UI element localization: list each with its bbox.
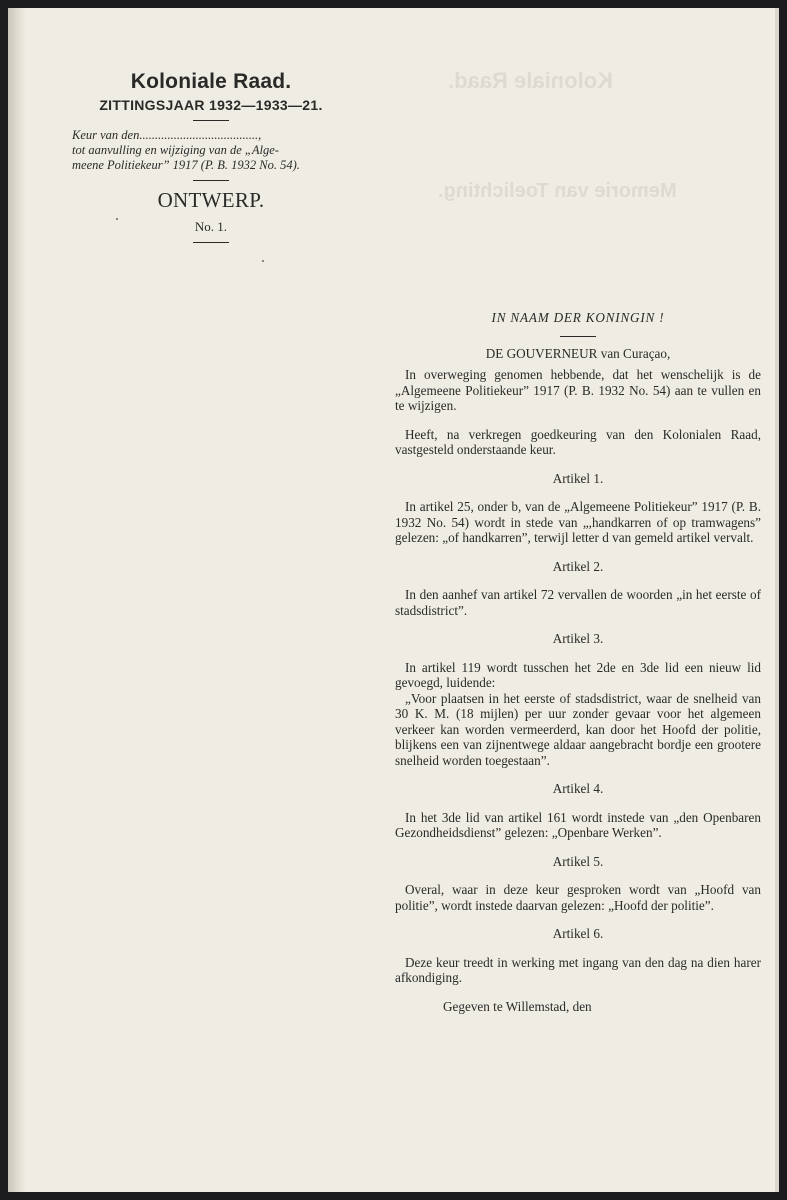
council-title: Koloniale Raad. xyxy=(130,70,292,93)
article-heading: Artikel 2. xyxy=(552,558,604,574)
divider xyxy=(193,120,229,121)
article-heading: Artikel 5. xyxy=(552,853,604,869)
decree-heading: IN NAAM DER KONINGIN ! xyxy=(491,310,665,325)
document-page xyxy=(8,8,779,1192)
page-binding-edge xyxy=(8,8,26,1192)
bleed-through-ghost-title: Koloniale Raad. xyxy=(448,68,614,93)
article-quote: „Voor plaatsen in het eerste of stadsdistrict, waar de snelheid van 30 K. M. (18 mijlen) per uur zonder gevaar voor het algemeen verkeer kan worden vermeerderd, kan door het Hoofd der politie, blijkens een van zijnentwege aldaar aangebracht bordje een grootere snelheid worden toegestaan”. xyxy=(395,690,761,768)
closing-line: Gegeven te Willemstad, den xyxy=(443,998,592,1014)
keur-description xyxy=(66,128,356,173)
article-heading: Artikel 3. xyxy=(552,631,604,646)
paper-speck xyxy=(116,218,118,220)
article-text: In artikel 25, onder b, van de „Algemeene Politiekeur” 1917 (P. B. 1932 No. 54) wordt in stede van „,handkarren of op tramwagens” gelezen: „of handkarren”, terwijl letter d van gemeld artikel vervalt. xyxy=(395,499,761,545)
article-text: Deze keur treedt in werking met ingang van den dag na dien harer afkondiging. xyxy=(395,954,761,985)
keur-line-1: Keur van den......................................, xyxy=(72,128,262,142)
divider xyxy=(560,336,596,337)
article-text: Overal, waar in deze keur gesproken wordt van „Hoofd van politie”, wordt instede daarvan gelezen: „Hoofd der politie”. xyxy=(395,882,761,913)
approval-paragraph: Heeft, na verkregen goedkeuring van den Kolonialen Raad, vastgesteld onderstaande keur. xyxy=(395,426,761,457)
article-text: In het 3de lid van artikel 161 wordt instede van „den Openbaren Gezondheidsdienst” gelezen: „Openbare Werken”. xyxy=(395,809,761,840)
paper-speck xyxy=(262,260,264,262)
draft-label: ONTWERP. xyxy=(157,188,265,212)
article-heading: Artikel 1. xyxy=(552,470,604,486)
keur-line-3: meene Politiekeur” 1917 (P. B. 1932 No. 54). xyxy=(72,158,300,172)
ordinance-body xyxy=(395,310,761,1027)
article-text: In artikel 119 wordt tusschen het 2de en 3de lid een nieuw lid gevoegd, luidende: xyxy=(395,659,761,690)
header-block xyxy=(66,70,356,250)
bleed-through-ghost-heading: Memorie van Toelichting. xyxy=(438,180,677,202)
keur-line-2: tot aanvulling en wijziging van de „Alge- xyxy=(72,143,279,157)
article-text: In den aanhef van artikel 72 vervallen de woorden „in het eerste of stadsdistrict”. xyxy=(395,587,761,618)
divider xyxy=(193,180,229,181)
session-year: ZITTINGSJAAR 1932—1933—21. xyxy=(99,97,323,113)
divider xyxy=(193,242,229,243)
draft-number: No. 1. xyxy=(194,219,228,234)
considering-paragraph: In overweging genomen hebbende, dat het wenschelijk is de „Algemeene Politiekeur” 1917 (P. B. 1932 No. 54) aan te vullen en te wijzigen. xyxy=(395,367,761,413)
article-heading: Artikel 4. xyxy=(552,781,604,796)
article-heading: Artikel 6. xyxy=(552,926,604,941)
governor-line: DE GOUVERNEUR van Curaçao, xyxy=(485,345,671,361)
